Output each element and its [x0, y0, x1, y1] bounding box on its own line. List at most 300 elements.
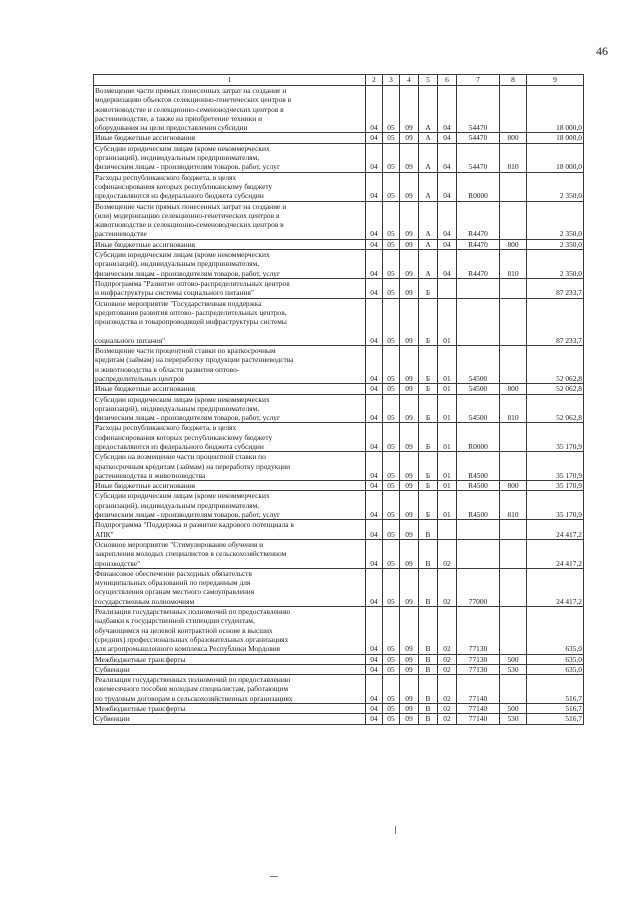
expense-type-code [500, 201, 527, 239]
expense-type-code: 800 [500, 239, 527, 249]
table-row [94, 172, 584, 201]
subprogram-code: 01 [438, 481, 457, 491]
description-line: Подпрограмма "Развитие оптово-распределительных центров [95, 278, 290, 288]
section-code: 05 [383, 481, 400, 491]
target-article-code: R4500 [457, 452, 500, 481]
expense-type-code: 530 [500, 664, 527, 674]
target-article-code: 54500 [457, 346, 500, 384]
subsection-code: 09 [400, 384, 419, 394]
ministry-code: 04 [366, 201, 383, 239]
description-line: и животноводства в области развития оптово- [95, 364, 240, 374]
program-code: В [419, 714, 438, 724]
amount: 35 170,9 [527, 423, 584, 452]
amount: 2 350,0 [527, 172, 584, 201]
target-article-code: R4500 [457, 481, 500, 491]
description-line: Субсидии на возмещение части процентной ставки по [95, 452, 266, 462]
subsection-code: 09 [400, 452, 419, 481]
program-code: Б [419, 346, 438, 384]
row-description [94, 278, 366, 298]
subprogram-code: 01 [438, 384, 457, 394]
expense-type-code [500, 172, 527, 201]
subprogram-code: 02 [438, 664, 457, 674]
amount: 87 233,7 [527, 298, 584, 345]
amount: 516,7 [527, 675, 584, 704]
program-code: В [419, 654, 438, 664]
ministry-code: 04 [366, 133, 383, 143]
expense-type-code [500, 607, 527, 654]
description-line: предоставляются из федерального бюджета субсидии [95, 191, 264, 201]
table-row [94, 704, 584, 714]
subprogram-code: 04 [438, 250, 457, 279]
description-line: надбавки к государственной стипендии студентам, [95, 616, 255, 626]
program-code: В [419, 568, 438, 606]
description-line: Субсидии юридическим лицам (кроме некоммерческих [95, 143, 270, 153]
table-row [94, 298, 584, 345]
description-line: социального питания" [95, 335, 166, 345]
section-code: 05 [383, 491, 400, 520]
row-description [94, 250, 366, 279]
section-code: 05 [383, 664, 400, 674]
description-line: организаций), индивидуальным предпринимателям, [95, 153, 260, 163]
table-row [94, 568, 584, 606]
row-description [94, 452, 366, 481]
expense-type-code: 800 [500, 133, 527, 143]
section-code: 05 [383, 133, 400, 143]
row-description [94, 86, 366, 133]
row-description [94, 346, 366, 384]
section-code: 05 [383, 607, 400, 654]
expense-type-code [500, 539, 527, 568]
description-line: предоставляются из федерального бюджета субсидии [95, 441, 264, 451]
table-header-row [94, 75, 584, 86]
description-line: и инфраструктуры системы социального питания" [95, 288, 254, 298]
amount: 87 233,7 [527, 278, 584, 298]
section-code: 05 [383, 172, 400, 201]
subsection-code: 09 [400, 86, 419, 133]
section-code: 05 [383, 539, 400, 568]
program-code: А [419, 172, 438, 201]
table-row [94, 384, 584, 394]
budget-allocation-table [93, 74, 584, 725]
description-line: Иные бюджетные ассигнования [95, 239, 196, 249]
ministry-code: 04 [366, 172, 383, 201]
amount: 35 170,9 [527, 491, 584, 520]
expense-type-code [500, 675, 527, 704]
row-description [94, 714, 366, 724]
description-line: (средних) профессиональных образовательных организациях [95, 634, 289, 644]
target-article-code: 77130 [457, 607, 500, 654]
description-line: кредитования развития оптово- распределительных центров, [95, 307, 287, 317]
section-code: 05 [383, 384, 400, 394]
ministry-code: 04 [366, 539, 383, 568]
subprogram-code: 02 [438, 654, 457, 664]
table-row [94, 86, 584, 133]
program-code: Б [419, 452, 438, 481]
description-line: животноводстве и селекционно-семеноводческих центров в [95, 220, 284, 230]
program-code: А [419, 86, 438, 133]
row-description [94, 481, 366, 491]
column-header: 7 [457, 75, 500, 86]
table-row [94, 278, 584, 298]
program-code: Б [419, 278, 438, 298]
target-article-code: 54470 [457, 133, 500, 143]
subprogram-code: 01 [438, 346, 457, 384]
row-description [94, 607, 366, 654]
ministry-code: 04 [366, 675, 383, 704]
subsection-code: 09 [400, 423, 419, 452]
description-line: распределительных центров [95, 373, 185, 383]
subprogram-code: 04 [438, 172, 457, 201]
column-header: 9 [527, 75, 584, 86]
subsection-code: 09 [400, 143, 419, 172]
program-code: А [419, 143, 438, 172]
section-code: 05 [383, 239, 400, 249]
subprogram-code: 02 [438, 714, 457, 724]
table-body [94, 75, 584, 725]
ministry-code: 04 [366, 394, 383, 423]
amount: 24 417,2 [527, 539, 584, 568]
subsection-code: 09 [400, 491, 419, 520]
description-line: Субсидии юридическим лицам (кроме некоммерческих [95, 394, 270, 404]
section-code: 05 [383, 86, 400, 133]
target-article-code: R4470 [457, 239, 500, 249]
amount: 635,0 [527, 664, 584, 674]
subprogram-code: 02 [438, 704, 457, 714]
program-code: Б [419, 384, 438, 394]
table-row [94, 346, 584, 384]
row-description [94, 133, 366, 143]
row-description [94, 143, 366, 172]
expense-type-code [500, 568, 527, 606]
column-header: 1 [94, 75, 366, 86]
description-line: физическим лицам - производителям товаров, работ, услуг [95, 413, 281, 423]
subprogram-code: 02 [438, 607, 457, 654]
ministry-code: 04 [366, 239, 383, 249]
target-article-code: R4470 [457, 250, 500, 279]
subsection-code: 09 [400, 607, 419, 654]
target-article-code: R4470 [457, 201, 500, 239]
description-line: Иные бюджетные ассигнования [95, 481, 196, 491]
expense-type-code: 800 [500, 384, 527, 394]
subsection-code: 09 [400, 664, 419, 674]
program-code: В [419, 520, 438, 540]
target-article-code: 54470 [457, 143, 500, 172]
section-code: 05 [383, 298, 400, 345]
section-code: 05 [383, 201, 400, 239]
description-line: софинансирования которых республиканскому бюджету [95, 432, 273, 442]
subprogram-code: 04 [438, 239, 457, 249]
subprogram-code: 04 [438, 143, 457, 172]
program-code: А [419, 239, 438, 249]
description-line: муниципальных образований по переданным для [95, 578, 251, 588]
ministry-code: 04 [366, 520, 383, 540]
expense-type-code: 810 [500, 394, 527, 423]
program-code: В [419, 675, 438, 704]
description-line: закрепления молодых специалистов в сельскохозяйственном [95, 549, 287, 559]
description-line: по трудовым договорам в сельскохозяйственных организациях [95, 693, 293, 703]
subsection-code: 09 [400, 481, 419, 491]
section-code: 05 [383, 250, 400, 279]
subsection-code: 09 [400, 654, 419, 664]
description-line: оборудования на цели предоставления субсидии [95, 123, 248, 133]
row-description [94, 704, 366, 714]
program-code: А [419, 133, 438, 143]
table-row [94, 481, 584, 491]
section-code: 05 [383, 654, 400, 664]
description-line: Субвенции [95, 714, 130, 724]
description-line: Субсидии юридическим лицам (кроме некоммерческих [95, 250, 270, 260]
ministry-code: 04 [366, 481, 383, 491]
target-article-code [457, 520, 500, 540]
description-line: Иные бюджетные ассигнования [95, 384, 196, 394]
target-article-code [457, 539, 500, 568]
column-header: 6 [438, 75, 457, 86]
description-line: физическим лицам - производителям товаров, работ, услуг [95, 268, 281, 278]
amount: 52 062,8 [527, 346, 584, 384]
expense-type-code [500, 520, 527, 540]
table-row [94, 239, 584, 249]
description-line: Возмещение части прямых понесенных затрат на создание и [95, 201, 287, 211]
target-article-code: 77000 [457, 568, 500, 606]
description-line: Подпрограмма "Поддержка и развитие кадрового потенциала в [95, 520, 294, 530]
section-code: 05 [383, 520, 400, 540]
amount: 35 170,9 [527, 452, 584, 481]
ministry-code: 04 [366, 250, 383, 279]
description-line: Основное мероприятие "Стимулирование обучения и [95, 539, 264, 549]
section-code: 05 [383, 675, 400, 704]
expense-type-code: 800 [500, 481, 527, 491]
description-line: Расходы республиканского бюджета, в целях [95, 423, 237, 433]
row-description [94, 201, 366, 239]
ministry-code: 04 [366, 607, 383, 654]
subsection-code: 09 [400, 539, 419, 568]
subsection-code: 09 [400, 172, 419, 201]
subprogram-code: 01 [438, 394, 457, 423]
description-line: Расходы республиканского бюджета, в целях [95, 172, 237, 182]
subsection-code: 09 [400, 278, 419, 298]
amount: 635,0 [527, 607, 584, 654]
description-line: (или) модернизацию селекционно-генетических центров в [95, 210, 280, 220]
table-row [94, 423, 584, 452]
ministry-code: 04 [366, 423, 383, 452]
subprogram-code: 02 [438, 675, 457, 704]
target-article-code: 54500 [457, 384, 500, 394]
description-line: кредитам (займам) на переработку продукции растениеводства [95, 355, 294, 365]
description-line: Субсидии юридическим лицам (кроме некоммерческих [95, 491, 270, 501]
amount: 52 062,8 [527, 394, 584, 423]
table-row [94, 250, 584, 279]
amount: 516,7 [527, 714, 584, 724]
subprogram-code: 01 [438, 298, 457, 345]
section-code: 05 [383, 143, 400, 172]
table-row [94, 539, 584, 568]
ministry-code: 04 [366, 298, 383, 345]
description-line: Возмещение части процентной ставки по краткосрочным [95, 346, 276, 356]
amount: 516,7 [527, 704, 584, 714]
amount: 2 350,0 [527, 201, 584, 239]
subprogram-code: 02 [438, 568, 457, 606]
ministry-code: 04 [366, 143, 383, 172]
ministry-code: 04 [366, 568, 383, 606]
scan-mark [395, 826, 396, 834]
description-line: Финансовое обеспечение расходных обязательств [95, 568, 253, 578]
expense-type-code [500, 423, 527, 452]
table-row [94, 133, 584, 143]
target-article-code: R4500 [457, 491, 500, 520]
subprogram-code: 02 [438, 539, 457, 568]
amount: 24 417,2 [527, 568, 584, 606]
row-description [94, 384, 366, 394]
row-description [94, 539, 366, 568]
description-line: государственным полномочиям [95, 596, 195, 606]
row-description [94, 394, 366, 423]
table-row [94, 394, 584, 423]
amount: 2 350,0 [527, 239, 584, 249]
target-article-code: 77140 [457, 714, 500, 724]
target-article-code: 77130 [457, 654, 500, 664]
row-description [94, 423, 366, 452]
row-description [94, 675, 366, 704]
subsection-code: 09 [400, 704, 419, 714]
table-row [94, 664, 584, 674]
amount: 35 170,9 [527, 481, 584, 491]
amount: 24 417,2 [527, 520, 584, 540]
description-line: животноводстве и селекционно-семеноводческих центров в [95, 104, 284, 114]
subsection-code: 09 [400, 201, 419, 239]
ministry-code: 04 [366, 654, 383, 664]
description-line: для агропромышленного комплекса Республики Мордовия [95, 644, 281, 654]
subsection-code: 09 [400, 298, 419, 345]
ministry-code: 04 [366, 714, 383, 724]
description-line: софинансирования которых республиканскому бюджету [95, 181, 273, 191]
program-code: Б [419, 298, 438, 345]
program-code: Б [419, 491, 438, 520]
page-number: 46 [596, 44, 608, 58]
program-code: Б [419, 481, 438, 491]
description-line: растениеводстве [95, 229, 147, 239]
row-description [94, 298, 366, 345]
column-header: 3 [383, 75, 400, 86]
program-code: А [419, 201, 438, 239]
description-line: Субвенции [95, 664, 130, 674]
column-header: 2 [366, 75, 383, 86]
ministry-code: 04 [366, 384, 383, 394]
subsection-code: 09 [400, 568, 419, 606]
description-line: Иные бюджетные ассигнования [95, 133, 196, 143]
subsection-code: 09 [400, 250, 419, 279]
subsection-code: 09 [400, 239, 419, 249]
table-row [94, 201, 584, 239]
expense-type-code: 810 [500, 491, 527, 520]
subprogram-code: 01 [438, 452, 457, 481]
subsection-code: 09 [400, 675, 419, 704]
program-code: В [419, 607, 438, 654]
column-header: 4 [400, 75, 419, 86]
row-description [94, 172, 366, 201]
subprogram-code: 01 [438, 491, 457, 520]
description-line: организаций), индивидуальным предпринимателям, [95, 259, 260, 269]
target-article-code: 77130 [457, 664, 500, 674]
row-description [94, 520, 366, 540]
expense-type-code [500, 86, 527, 133]
amount: 18 000,0 [527, 133, 584, 143]
subsection-code: 09 [400, 346, 419, 384]
amount: 52 062,8 [527, 384, 584, 394]
target-article-code: R0000 [457, 423, 500, 452]
subprogram-code [438, 278, 457, 298]
description-line: растениеводства и животноводства [95, 470, 206, 480]
subsection-code: 09 [400, 520, 419, 540]
amount: 635,0 [527, 654, 584, 664]
description-line: организаций), индивидуальным предпринимателям, [95, 403, 260, 413]
amount: 18 000,0 [527, 86, 584, 133]
program-code: В [419, 539, 438, 568]
subprogram-code: 04 [438, 201, 457, 239]
ministry-code: 04 [366, 491, 383, 520]
table-row [94, 143, 584, 172]
target-article-code [457, 278, 500, 298]
description-line: Межбюджетные трансферты [95, 704, 186, 713]
expense-type-code [500, 452, 527, 481]
scan-mark [270, 876, 278, 877]
description-line: ежемесячного пособия молодым специалистам, работающим [95, 684, 289, 694]
description-line: физическим лицам - производителям товаров, работ, услуг [95, 510, 281, 520]
amount: 18 000,0 [527, 143, 584, 172]
description-line: организаций), индивидуальным предпринимателям, [95, 500, 260, 510]
description-line: обучающимся на целевой контрактной основе в высших [95, 625, 273, 635]
description-line: физическим лицам - производителям товаров, работ, услуг [95, 162, 281, 172]
target-article-code: R0000 [457, 172, 500, 201]
description-line: модернизацию объектов селекционно-генетических центров в [95, 95, 292, 105]
description-line: Основное мероприятие "Государственная поддержка [95, 298, 262, 308]
table-row [94, 452, 584, 481]
ministry-code: 04 [366, 278, 383, 298]
target-article-code [457, 298, 500, 345]
table-row [94, 714, 584, 724]
table-row [94, 491, 584, 520]
subsection-code: 09 [400, 133, 419, 143]
ministry-code: 04 [366, 452, 383, 481]
description-line: Межбюджетные трансферты [95, 654, 186, 664]
row-description [94, 568, 366, 606]
ministry-code: 04 [366, 704, 383, 714]
expense-type-code: 500 [500, 704, 527, 714]
description-line [95, 326, 364, 335]
row-description [94, 491, 366, 520]
ministry-code: 04 [366, 86, 383, 133]
section-code: 05 [383, 714, 400, 724]
section-code: 05 [383, 346, 400, 384]
target-article-code: 54500 [457, 394, 500, 423]
description-line: АПК" [95, 529, 114, 539]
ministry-code: 04 [366, 346, 383, 384]
table-row [94, 675, 584, 704]
section-code: 05 [383, 452, 400, 481]
section-code: 05 [383, 394, 400, 423]
expense-type-code [500, 346, 527, 384]
column-header: 5 [419, 75, 438, 86]
row-description [94, 664, 366, 674]
expense-type-code: 500 [500, 654, 527, 664]
expense-type-code: 810 [500, 143, 527, 172]
description-line: Реализация государственных полномочий по предоставлению [95, 675, 291, 685]
target-article-code: 77140 [457, 675, 500, 704]
expense-type-code [500, 298, 527, 345]
table-row [94, 607, 584, 654]
expense-type-code [500, 278, 527, 298]
section-code: 05 [383, 278, 400, 298]
expense-type-code: 810 [500, 250, 527, 279]
